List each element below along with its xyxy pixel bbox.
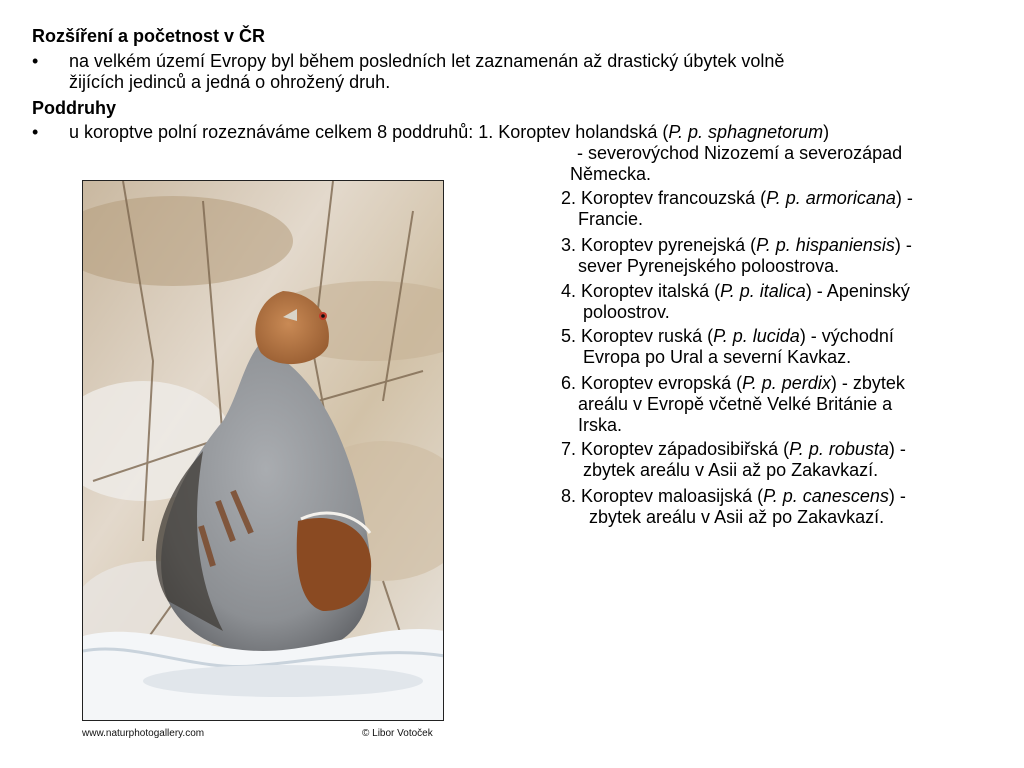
- item-6-close: ) - zbytek: [830, 373, 905, 393]
- item-7-close: ) -: [888, 439, 906, 459]
- intro-text: u koroptve polní rozeznáváme celkem 8 poddruhů: 1. Koroptev holandská (: [69, 122, 669, 142]
- item-6-line3: Irska.: [578, 415, 623, 435]
- bullet-marker: •: [32, 51, 39, 71]
- subspecies-intro: [69, 122, 829, 143]
- sci-name-4: P. p. italica: [720, 281, 806, 301]
- item-3-name: 3. Koroptev pyrenejská (: [561, 235, 757, 255]
- item-2-line2: Francie.: [578, 209, 644, 229]
- item-7-line2: zbytek areálu v Asii až po Zakavkazí.: [583, 460, 879, 480]
- photo-credit-website: www.naturphotogallery.com: [82, 728, 205, 739]
- bullet-marker: •: [32, 122, 39, 142]
- photo-credit-author: © Libor Votoček: [362, 728, 433, 739]
- item-2-close: ) -: [895, 188, 913, 208]
- subspecies-item-6: [561, 373, 905, 394]
- subspecies-item-3: [561, 235, 912, 256]
- item-6-line2: areálu v Evropě včetně Velké Británie a: [578, 394, 893, 414]
- item-1-line2: - severovýchod Nizozemí a severozápad: [577, 143, 903, 163]
- subspecies-item-2: [561, 188, 913, 209]
- item-8-line2: zbytek areálu v Asii až po Zakavkazí.: [589, 507, 885, 527]
- distribution-text-line1: na velkém území Evropy byl během posledních let zaznamenán až drastický úbytek volně: [69, 51, 785, 71]
- section-heading-subspecies: Poddruhy: [32, 98, 116, 118]
- item-1-close: ): [823, 122, 830, 142]
- partridge-photo: [82, 180, 444, 721]
- item-5-line2: Evropa po Ural a severní Kavkaz.: [583, 347, 852, 367]
- item-4-line2: poloostrov.: [583, 302, 670, 322]
- item-8-close: ) -: [888, 486, 906, 506]
- item-4-name: 4. Koroptev italská (: [561, 281, 721, 301]
- distribution-bullet: [32, 51, 992, 95]
- item-3-close: ) -: [894, 235, 912, 255]
- subspecies-bullet: [32, 122, 992, 144]
- item-4-close: ) - Apeninský: [805, 281, 910, 301]
- sci-name-3: P. p. hispaniensis: [756, 235, 895, 255]
- distribution-text-line2: žijících jedinců a jedná o ohrožený druh.: [69, 72, 391, 92]
- sci-name-8: P. p. canescens: [763, 486, 889, 506]
- item-8-name: 8. Koroptev maloasijská (: [561, 486, 764, 506]
- sci-name-2: P. p. armoricana: [766, 188, 896, 208]
- item-1-line3: Německa.: [570, 164, 652, 184]
- sci-name-5: P. p. lucida: [713, 326, 800, 346]
- subspecies-item-8: [561, 486, 906, 507]
- subspecies-item-7: [561, 439, 906, 460]
- item-5-close: ) - východní: [799, 326, 894, 346]
- partridge-illustration: [83, 181, 444, 721]
- section-heading-distribution: Rozšíření a početnost v ČR: [32, 26, 266, 46]
- item-7-name: 7. Koroptev západosibiřská (: [561, 439, 790, 459]
- sci-name-1: P. p. sphagnetorum: [668, 122, 824, 142]
- item-2-name: 2. Koroptev francouzská (: [561, 188, 767, 208]
- item-6-name: 6. Koroptev evropská (: [561, 373, 743, 393]
- item-3-line2: sever Pyrenejského poloostrova.: [578, 256, 840, 276]
- sci-name-7: P. p. robusta: [789, 439, 889, 459]
- sci-name-6: P. p. perdix: [742, 373, 831, 393]
- item-5-name: 5. Koroptev ruská (: [561, 326, 714, 346]
- subspecies-item-5: [561, 326, 894, 347]
- subspecies-item-4: [561, 281, 910, 302]
